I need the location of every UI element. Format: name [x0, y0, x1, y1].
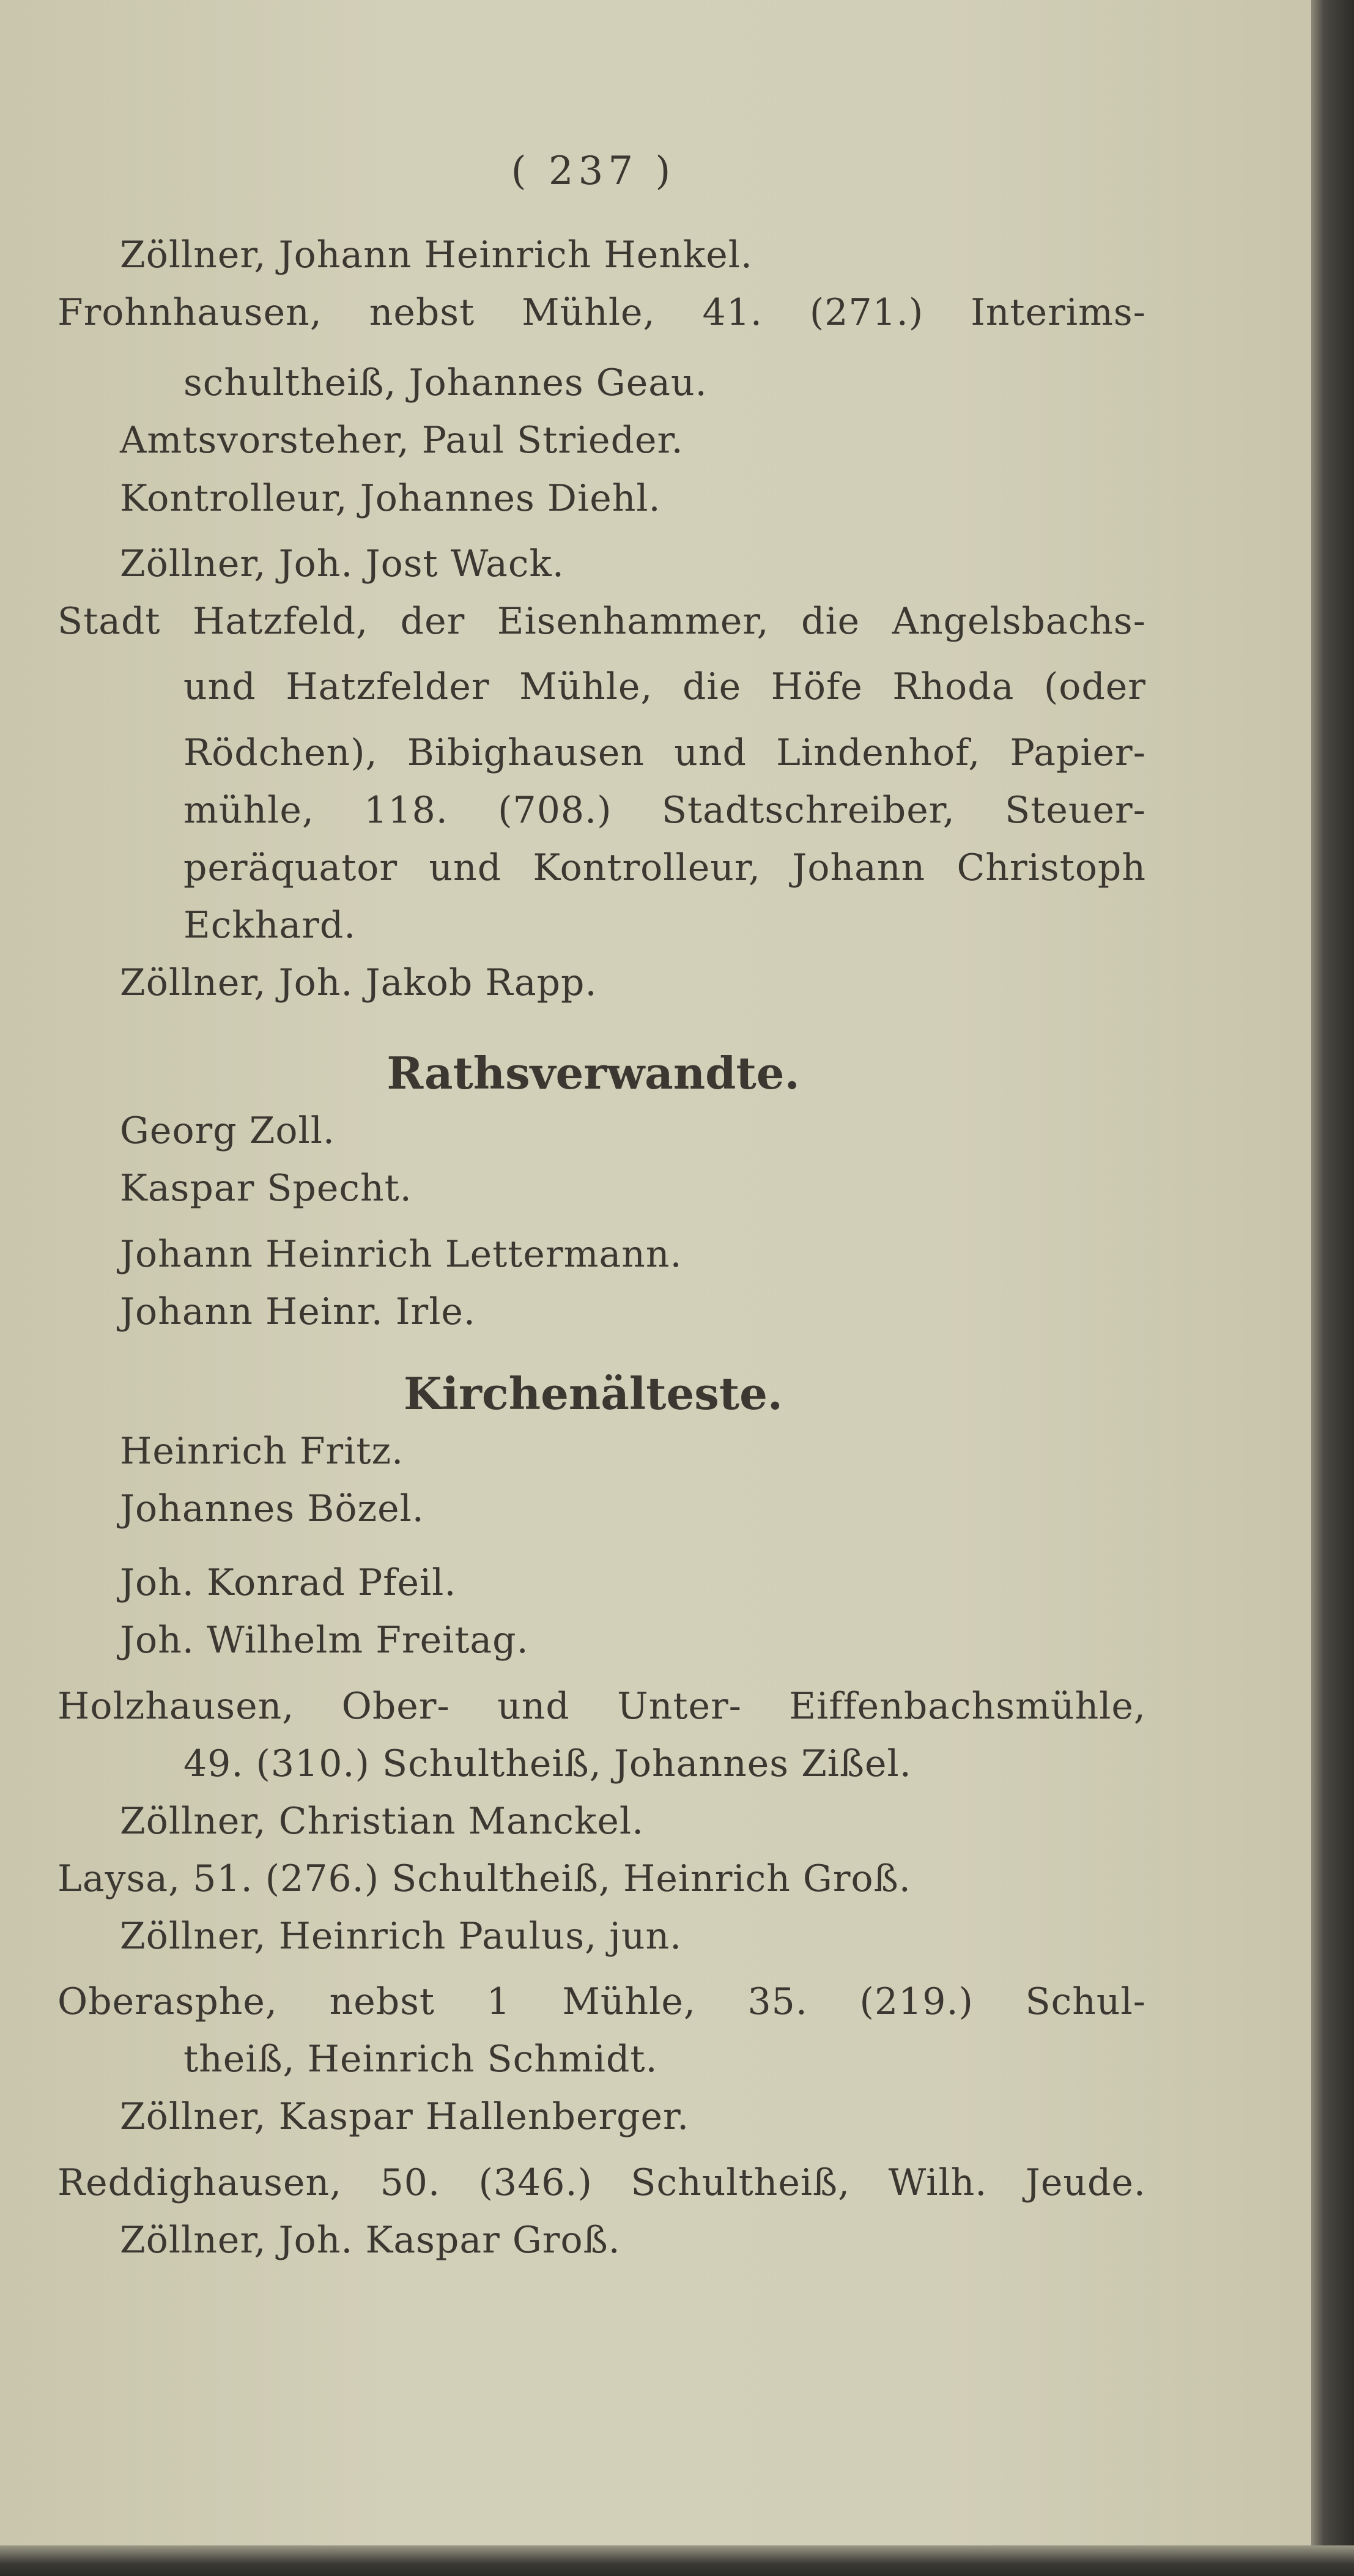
text-line: schultheiß, Johannes Geau.: [183, 361, 708, 404]
list-item: Kaspar Specht.: [120, 1167, 412, 1210]
text-line: Zöllner, Christian Manckel.: [120, 1800, 645, 1843]
text-line: Stadt Hatzfeld, der Eisenhammer, die Angelsbachs-: [57, 600, 1146, 643]
section-heading-kirchenaelteste: Kirchenälteste.: [404, 1368, 783, 1419]
text-line: Zöllner, Joh. Jakob Rapp.: [120, 961, 597, 1004]
text-line: Oberasphe, nebst 1 Mühle, 35. (219.) Schul-: [57, 1980, 1146, 2023]
page-bottom-edge: [0, 2545, 1354, 2576]
text-line: Zöllner, Joh. Kaspar Groß.: [120, 2219, 621, 2262]
text-line: Amtsvorsteher, Paul Strieder.: [120, 419, 684, 462]
text-line: Eckhard.: [183, 904, 357, 947]
page-number: ( 237 ): [511, 149, 676, 194]
text-line: Zöllner, Johann Heinrich Henkel.: [120, 234, 753, 276]
text-line: mühle, 118. (708.) Stadtschreiber, Steuer-: [183, 789, 1146, 832]
text-line: peräquator und Kontrolleur, Johann Christoph: [183, 846, 1146, 889]
text-line: theiß, Heinrich Schmidt.: [183, 2038, 658, 2081]
text-line: und Hatzfelder Mühle, die Höfe Rhoda (oder: [183, 665, 1146, 708]
text-line: Laysa, 51. (276.) Schultheiß, Heinrich Groß.: [57, 1857, 911, 1900]
text-line: Holzhausen, Ober- und Unter- Eiffenbachsmühle,: [57, 1685, 1146, 1728]
section-heading-rathsverwandte: Rathsverwandte.: [387, 1047, 800, 1099]
list-item: Joh. Wilhelm Freitag.: [120, 1619, 529, 1662]
list-item: Heinrich Fritz.: [120, 1430, 404, 1473]
list-item: Johannes Bözel.: [120, 1487, 424, 1530]
book-gutter: [1311, 0, 1354, 2576]
text-line: Zöllner, Kaspar Hallenberger.: [120, 2095, 690, 2138]
text-line: Rödchen), Bibighausen und Lindenhof, Papier-: [183, 731, 1146, 774]
list-item: Johann Heinr. Irle.: [120, 1290, 476, 1333]
text-line: Zöllner, Heinrich Paulus, jun.: [120, 1915, 683, 1958]
list-item: Johann Heinrich Lettermann.: [120, 1233, 683, 1276]
text-line: Kontrolleur, Johannes Diehl.: [120, 477, 661, 520]
text-line: 49. (310.) Schultheiß, Johannes Zißel.: [183, 1742, 912, 1785]
text-line: Reddighausen, 50. (346.) Schultheiß, Wilh. Jeude.: [57, 2161, 1146, 2204]
text-line: Zöllner, Joh. Jost Wack.: [120, 542, 564, 585]
list-item: Joh. Konrad Pfeil.: [120, 1561, 457, 1604]
list-item: Georg Zoll.: [120, 1109, 335, 1152]
text-line: Frohnhausen, nebst Mühle, 41. (271.) Interims-: [57, 291, 1146, 334]
